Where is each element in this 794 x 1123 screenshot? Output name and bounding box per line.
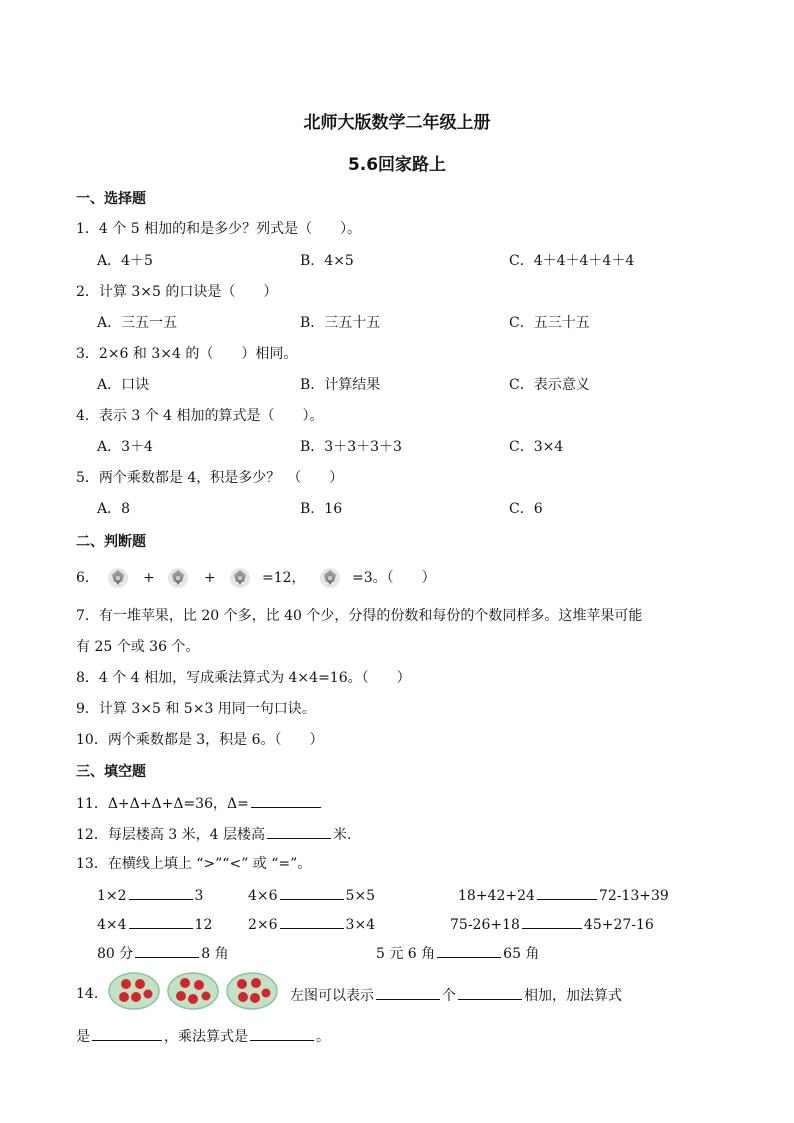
question-2-option-b: B．三五十五: [300, 315, 381, 331]
question-5-option-c: C．6: [509, 501, 543, 517]
question-10: 10．两个乘数都是 3，积是 6。（ ）: [76, 732, 324, 748]
question-14-line-1: 左图可以表示 个 相加，加法算式: [290, 984, 622, 1006]
flower-sticker-icon: [166, 566, 190, 590]
question-6-number: 6．: [76, 570, 99, 586]
question-3-option-a: A．口诀: [97, 377, 150, 393]
question-2-stem: 2．计算 3×5 的口诀是（ ）: [76, 284, 278, 300]
apple-plate-icon: [108, 972, 160, 1010]
question-5-option-b: B．16: [300, 501, 343, 517]
question-1-option-a: A．4＋5: [97, 253, 153, 269]
question-3-option-c: C．表示意义: [509, 377, 590, 393]
page-title: 北师大版数学二年级上册: [303, 113, 491, 133]
question-4-option-b: B．3＋3＋3＋3: [300, 439, 402, 455]
question-7-line-2: 有 25 个或 36 个。: [76, 639, 200, 655]
question-3-option-b: B．计算结果: [300, 377, 381, 393]
compare-blank[interactable]: [280, 884, 344, 900]
question-14-line-2: 是 ，乘法算式是 。: [76, 1025, 330, 1047]
apple-plate-icon: [226, 972, 278, 1010]
question-2-option-a: A．三五一五: [97, 315, 178, 331]
plus-sign: +: [204, 570, 216, 586]
compare-item: 80 分 8 角: [97, 942, 229, 964]
question-6-result: =3。（ ）: [352, 570, 436, 586]
section-heading-choice: 一、选择题: [76, 191, 146, 207]
question-13-stem: 13．在横线上填上 “>”“<” 或 “=”。: [76, 856, 312, 872]
question-4-option-c: C．3×4: [509, 439, 564, 455]
section-heading-fill: 三、填空题: [76, 764, 146, 780]
plus-sign: +: [143, 570, 155, 586]
compare-blank[interactable]: [129, 884, 193, 900]
question-4-stem: 4．表示 3 个 4 相加的算式是（ ）。: [76, 408, 324, 424]
question-14-number: 14．: [76, 986, 108, 1002]
question-2-option-c: C．五三十五: [509, 315, 590, 331]
answer-blank[interactable]: [458, 984, 522, 1000]
answer-blank[interactable]: [92, 1025, 162, 1041]
compare-item: 5 元 6 角 65 角: [376, 942, 539, 964]
answer-blank[interactable]: [250, 1025, 314, 1041]
apple-plate-icon: [167, 972, 219, 1010]
flower-sticker-icon: [228, 566, 252, 590]
compare-item: 75-26+18 45+27-16: [450, 913, 654, 935]
compare-blank[interactable]: [129, 913, 193, 929]
question-6-sum: =12，: [262, 570, 306, 586]
question-5-stem: 5．两个乘数都是 4，积是多少？ （ ）: [76, 470, 344, 486]
flower-sticker-icon: [318, 566, 342, 590]
answer-blank[interactable]: [267, 823, 331, 839]
compare-blank[interactable]: [135, 942, 199, 958]
answer-blank[interactable]: [376, 984, 440, 1000]
compare-blank[interactable]: [522, 913, 582, 929]
compare-blank[interactable]: [280, 913, 344, 929]
answer-blank[interactable]: [251, 792, 321, 808]
compare-item: 4×6 5×5: [248, 884, 375, 906]
section-heading-judge: 二、判断题: [76, 534, 146, 550]
flower-sticker-icon: [106, 566, 130, 590]
compare-item: 4×4 12: [97, 913, 212, 935]
question-5-option-a: A．8: [97, 501, 131, 517]
question-1-stem: 1．4 个 5 相加的和是多少？列式是（ ）。: [76, 221, 362, 237]
question-8: 8．4 个 4 相加，写成乘法算式为 4×4=16。（ ）: [76, 670, 411, 686]
question-1-option-b: B．4×5: [300, 253, 354, 269]
question-4-option-a: A．3＋4: [97, 439, 153, 455]
question-9: 9．计算 3×5 和 5×3 用同一句口诀。: [76, 701, 316, 717]
question-7-line-1: 7．有一堆苹果，比 20 个多，比 40 个少，分得的份数和每份的个数同样多。这堆苹果可能: [76, 608, 643, 624]
question-1-option-c: C．4＋4＋4＋4＋4: [509, 253, 635, 269]
compare-blank[interactable]: [537, 884, 597, 900]
compare-item: 18+42+24 72-13+39: [458, 884, 669, 906]
compare-item: 2×6 3×4: [248, 913, 375, 935]
lesson-title: 5.6回家路上: [347, 155, 447, 175]
compare-blank[interactable]: [437, 942, 501, 958]
question-3-stem: 3．2×6 和 3×4 的（ ）相同。: [76, 346, 298, 362]
question-12: 12．每层楼高 3 米，4 层楼高 米.: [76, 823, 351, 845]
compare-item: 1×2 3: [97, 884, 203, 906]
question-11: 11．Δ+Δ+Δ+Δ=36，Δ=: [76, 792, 323, 814]
